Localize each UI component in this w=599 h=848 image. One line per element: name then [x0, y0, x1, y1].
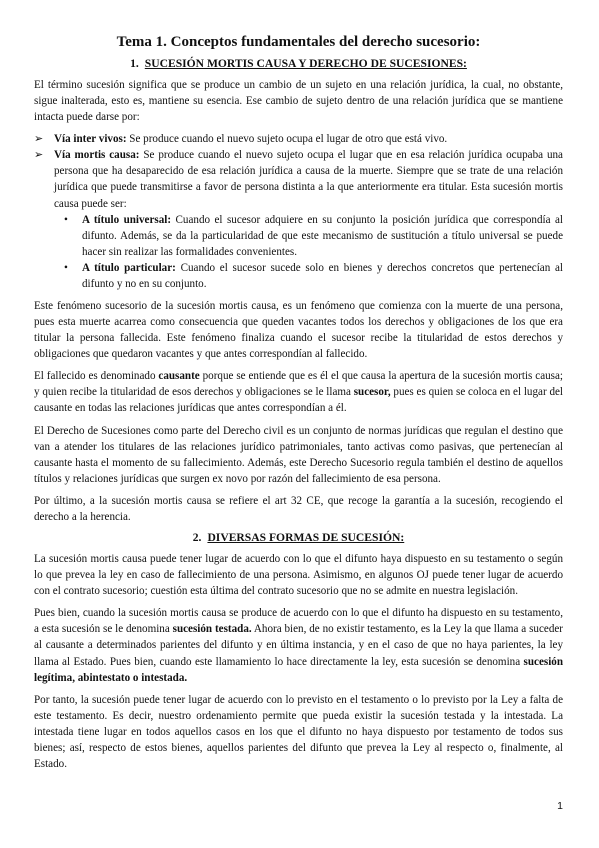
section-title: DIVERSAS FORMAS DE SUCESIÓN:: [207, 531, 405, 545]
paragraph-por-tanto: Por tanto, la sucesión puede tener lugar de acuerdo con lo previsto en el testamento o lo previsto por la Ley a falta de este testamento. Es decir, nuestro ordenamiento permite que pueda existir la sucesión testada y la intestada. La intestada tiene lugar en todos aquellos casos en los que el difunto no haya dispuesto por testamento de todos sus bienes; así, respecto de estos bienes, aquellos parientes del difunto que prevea la Ley al respecto o, finalmente, al Estado.: [34, 693, 563, 770]
term-text: Cuando el sucesor adquiere en su conjunto la posición jurídica que correspondía al difunto. Además, se da la particularidad de que este mecanismo de sustitución a título universal se puede hacer sin realizar las formalidades convenientes.: [82, 213, 563, 258]
dot-bullet-icon: •: [64, 213, 68, 226]
section-number: 2.: [192, 531, 202, 545]
term-text: Se produce cuando el nuevo sujeto ocupa el lugar de otro que está vivo.: [126, 133, 448, 146]
bold-term: causante: [158, 370, 200, 383]
list-item-mortis-causa: [34, 147, 563, 292]
term-text: Cuando el sucesor sucede solo en bienes y derechos concretos que pertenecían al difunto y no en su conjunto.: [82, 261, 563, 290]
arrow-bullet-icon: ➢: [34, 133, 44, 146]
mortis-causa-sublist: [54, 212, 563, 292]
list-item-titulo-universal: [62, 212, 563, 260]
term-label: Vía mortis causa:: [54, 149, 140, 162]
paragraph-phenomenon: Este fenómeno sucesorio de la sucesión mortis causa, es un fenómeno que comienza con la muerte de una persona, pues esta muerte acarrea como consecuencia que queden vacantes todos los derechos y obligaciones de los que era titular la persona fallecida. Este fenómeno finaliza cuando el sucesor recibe la titularidad de estos derechos y obligaciones que quedaron vacantes y que antes correspondían al fallecido.: [34, 300, 563, 361]
term-label: A título universal:: [82, 213, 172, 226]
arrow-bullet-icon: ➢: [34, 149, 44, 162]
text-span: pues es quien se coloca en el lugar del causante en todas las relaciones jurídicas que antes correspondían a él.: [34, 386, 563, 415]
bold-term: sucesor,: [353, 386, 391, 399]
text-span: El fallecido es denominado: [34, 370, 159, 383]
paragraph-definition: El término sucesión significa que se produce un cambio de un sujeto en una relación jurídica, la cual, no obstante, sigue inalterada, esto es, mantiene su esencia. Ese cambio de sujeto dentro de una relación jurídica que se mantiene intacta puede darse por:: [34, 79, 563, 124]
list-item-inter-vivos: [34, 131, 563, 147]
section-number: 1.: [130, 57, 139, 70]
succession-types-list: [34, 131, 563, 292]
list-item-titulo-particular: [62, 260, 563, 292]
text-span: Pues bien, cuando la sucesión mortis causa se produce de acuerdo con lo que el difunto ha dispuesto en su testamento, a esta sucesión se le denomina: [34, 607, 563, 636]
section-heading-2: [34, 531, 563, 544]
paragraph-formas: La sucesión mortis causa puede tener lugar de acuerdo con lo que el difunto haya dispuesto en su testamento o según lo que prevea la ley en caso de fallecimiento de una persona. Asimismo, en algunos OJ puede tener lugar de acuerdo con el contrato sucesorio; cuestión esta última del contrato sucesorio que no se admite en nuestra legislación.: [34, 553, 563, 598]
paragraph-derecho-sucesiones: El Derecho de Sucesiones como parte del Derecho civil es un conjunto de normas jurídicas que regulan el destino que van a atender los titulares de las relaciones jurídico patrimoniales, tanto activas como pasivas, que pertenecían al causante hasta el momento de su fallecimiento. Además, este Derecho Sucesorio regula también el destino de aquellos títulos y relaciones jurídicas que surgen ex novo por razón del fallecimiento de esa persona.: [34, 424, 563, 485]
bold-term: sucesión testada.: [172, 623, 252, 636]
term-text: Se produce cuando el nuevo sujeto ocupa el lugar que en esa relación jurídica ocupaba una persona que ha desaparecido de esa relación jurídica a causa de la muerte. Siempre que se trate de una relación jurídica que puede transmitirse a favor de persona distinta a la que anteriormente era titular. Esta sucesión mortis causa puede ser:: [54, 149, 563, 210]
paragraph-testada: [34, 605, 563, 685]
dot-bullet-icon: •: [64, 261, 68, 274]
page-number: 1: [557, 800, 563, 812]
section-title: SUCESIÓN MORTIS CAUSA Y DERECHO DE SUCESIONES:: [144, 57, 467, 70]
paragraph-causante: [34, 368, 563, 416]
term-label: A título particular:: [82, 261, 176, 274]
bold-term: sucesión legítima, abintestato o intestada.: [34, 655, 563, 684]
text-span: porque se entiende que es él el que causa la apertura de la sucesión mortis causa; y quien recibe la titularidad de esos derechos y obligaciones se le llama: [34, 370, 563, 399]
term-label: Vía inter vivos:: [54, 133, 127, 146]
text-span: Ahora bien, de no existir testamento, es la Ley la que llama a suceder al causante a determinados parientes del difunto y en última instancia, y en el caso de que no haya parientes, la ley llama al Estado. Pues bien, cuando este llamamiento lo hace directamente la ley, esta sucesión se denomina: [34, 623, 563, 668]
section-heading-1: [34, 57, 563, 70]
document-title: Tema 1. Conceptos fundamentales del derecho sucesorio:: [116, 34, 481, 50]
paragraph-art-32: Por último, a la sucesión mortis causa se refiere el art 32 CE, que recoge la garantía a la sucesión, recogiendo el derecho a la herencia.: [34, 494, 563, 523]
